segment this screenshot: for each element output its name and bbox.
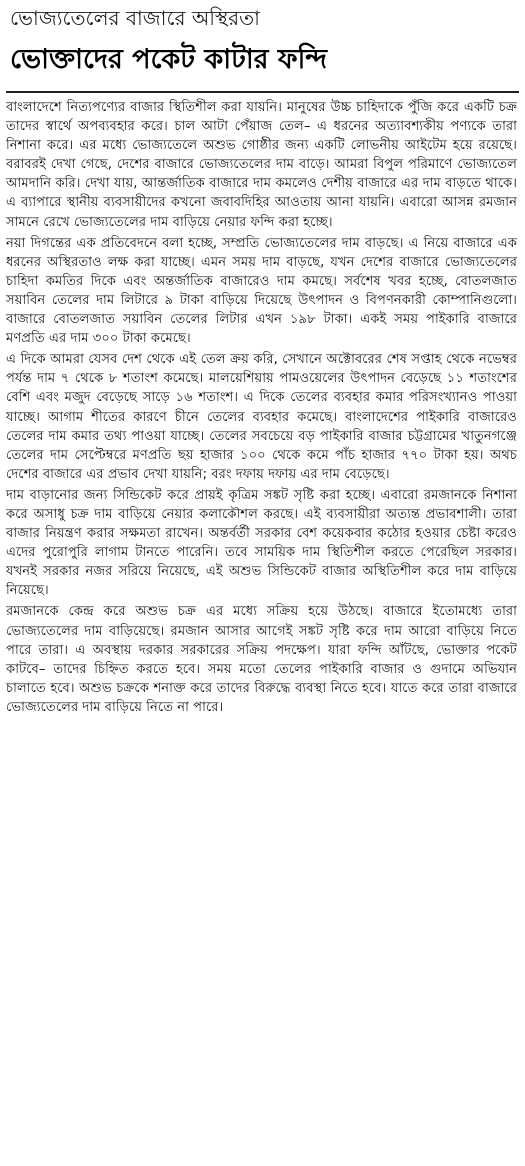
article-kicker: ভোজ্যতেলের বাজারে অস্থিরতা [10, 6, 260, 30]
paragraph-1: বাংলাদেশে নিত্যপণ্যের বাজার স্থিতিশীল করা যায়নি। মানুষের উচ্চ চাহিদাকে পুঁজি করে একটি চক্র তাদের স্বার্থে অপব্যবহার করে। চাল আটা পেঁয়াজ তেল– এ ধরনের অত্যাবশ্যকীয় পণ্যকে তারা নিশানা করে। এর মধ্যে ভোজ্যতেলে অশুভ গোষ্ঠীর জন্য একটি লোভনীয় আইটেম হয়ে রয়েছে। বরাবরই দেখা গেছে, দেশের বাজারে ভোজ্যতেলের দাম বাড়ে। আমরা বিপুল পরিমাণে ভোজ্যতেল আমদানি করি। দেখা যায়, আন্তর্জাতিক বাজারে দাম কমলেও দেশীয় বাজারে এর দাম বাড়তে থাকে। এ ব্যাপারে স্থানীয় ব্যবসায়ীদের কখনো জবাবদিহির আওতায় আনা যায়নি। এবারো আসন্ন রমজান সামনে রেখে ভোজ্যতেলের দাম বাড়িয়ে নেয়ার ফন্দি করা হচ্ছে। [6, 100, 517, 230]
paragraph-4: দাম বাড়ানোর জন্য সিন্ডিকেট করে প্রায়ই কৃত্রিম সঙ্কট সৃষ্টি করা হচ্ছে। এবারো রমজানকে নিশানা করে অসাধু চক্র দাম বাড়িয়ে নেয়ার কলাকৌশল করছে। এই ব্যবসায়ীরা অত্যন্ত প্রভাবশালী। তারা বাজার নিয়ন্ত্রণ করার সক্ষমতা রাখেন। অন্তর্বর্তী সরকার বেশ কয়েকবার কঠোর হওয়ার চেষ্টা করেও এদের পুরোপুরি লাগাম টানতে পারেনি। তবে সাময়িক দাম স্থিতিশীল করতে পেরেছিল সরকার। যখনই সরকার নজর সরিয়ে নিয়েছে, এই অশুভ সিন্ডিকেট বাজার অস্থিতিশীল করে দাম বাড়িয়ে নিয়েছে। [6, 487, 517, 599]
article-headline: ভোক্তাদের পকেট কাটার ফন্দি [10, 44, 328, 75]
paragraph-5: রমজানকে কেন্দ্র করে অশুভ চক্র এর মধ্যে সক্রিয় হয়ে উঠছে। বাজারে ইতোমধ্যে তারা ভোজ্যতেলের দাম বাড়িয়েছে। রমজান আসার আগেই সঙ্কট সৃষ্টি করে দাম আরো বাড়িয়ে নিতে পারে তারা। এ অবস্থায় দরকার সরকারের সক্রিয় পদক্ষেপ। যারা ফন্দি আঁটছে, ভোক্তার পকেট কাটবে– তাদের চিহ্নিত করতে হবে। সময় মতো তেলের পাইকারি বাজার ও গুদামে অভিযান চালাতে হবে। অশুভ চক্রকে শনাক্ত করে তাদের বিরুদ্ধে ব্যবস্থা নিতে হবে। যাতে করে তারা বাজারে ভোজ্যতেলের দাম বাড়িয়ে নিতে না পারে। [6, 604, 517, 715]
headline-divider [6, 91, 519, 93]
article-body [6, 98, 517, 717]
paragraph-2: নয়া দিগন্তের এক প্রতিবেদনে বলা হচ্ছে, সম্প্রতি ভোজ্যতেলের দাম বাড়ছে। এ নিয়ে বাজারে এক ধরনের অস্থিরতাও লক্ষ করা যাচ্ছে। এমন সময় দাম বাড়ছে, যখন দেশের বাজারে ভোজ্যতেলের চাহিদা কমতির দিকে এবং অন্তর্জাতিক বাজারেও দাম কমছে। সর্বশেষ খবর হচ্ছে, বোতলজাত সয়াবিন তেলের দাম লিটারে ৯ টাকা বাড়িয়ে দিয়েছে উৎপাদন ও বিপণনকারী কোম্পানিগুলো। বাজারে বোতলজাত সয়াবিন তেলের লিটার এখন ১৯৮ টাকা। একই সময় পাইকারি বাজারে মণপ্রতি এর দাম ৩০০ টাকা কমেছে। [6, 235, 517, 347]
paragraph-3: এ দিকে আমরা যেসব দেশ থেকে এই তেল ক্রয় করি, সেখানে অক্টোবরের শেষ সপ্তাহ থেকে নভেম্বর পর্যন্ত দাম ৭ থেকে ৮ শতাংশ কমেছে। মালয়েশিয়ায় পামওয়েলের উৎপাদন বেড়েছে ১১ শতাংশের বেশি এবং মজুদ বেড়েছে সাড়ে ১৬ শতাংশ। এ দিকে তেলের ব্যবহার কমার পরিসংখ্যানও পাওয়া যাচ্ছে। আগাম শীতের কারণে চীনে তেলের ব্যবহার কমেছে। বাংলাদেশের পাইকারি বাজারেও তেলের দাম কমার তথ্য পাওয়া যাচ্ছে। তেলের সবচেয়ে বড় পাইকারি বাজার চট্টগ্রামের খাতুনগঞ্জে তেলের দাম সেপ্টেম্বরে মণপ্রতি ছয় হাজার ১০০ থেকে কমে পাঁচ হাজার ৭৭০ টাকা হয়। অথচ দেশের বাজারে এর প্রভাব দেখা যায়নি; বরং দফায় দফায় এর দাম বেড়েছে। [6, 352, 517, 482]
